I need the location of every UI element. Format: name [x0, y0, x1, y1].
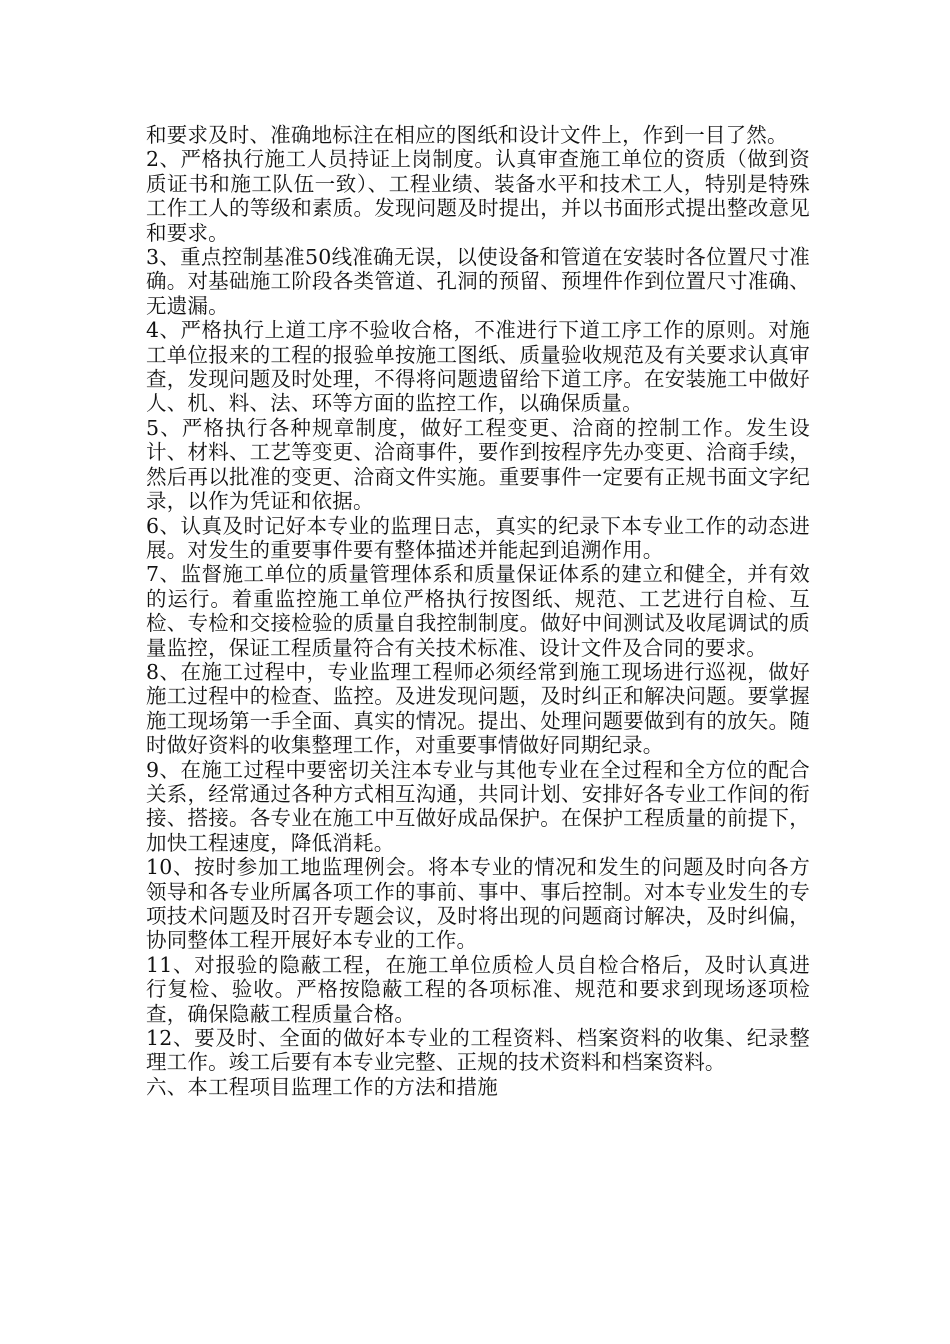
- paragraph-item-3: 3、重点控制基准50线准确无误，以使设备和管道在安装时各位置尺寸准确。对基础施工阶段各类管道、孔洞的预留、预埋件作到位置尺寸准确、无遗漏。: [146, 245, 810, 318]
- paragraph-item-4: 4、严格执行上道工序不验收合格，不准进行下道工序工作的原则。对施工单位报来的工程的报验单按施工图纸、质量验收规范及有关要求认真审查，发现问题及时处理，不得将问题遗留给下道工序。在安装施工中做好人、机、料、法、环等方面的监控工作，以确保质量。: [146, 318, 810, 416]
- paragraph-item-10: 10、按时参加工地监理例会。将本专业的情况和发生的问题及时向各方领导和各专业所属各项工作的事前、事中、事后控制。对本专业发生的专项技术问题及时召开专题会议，及时将出现的问题商讨解决，及时纠偏，协同整体工程开展好本专业的工作。: [146, 855, 810, 953]
- paragraph-item-11: 11、对报验的隐蔽工程，在施工单位质检人员自检合格后，及时认真进行复检、验收。严格按隐蔽工程的各项标准、规范和要求到现场逐项检查，确保隐蔽工程质量合格。: [146, 952, 810, 1026]
- paragraph-item-8: 8、在施工过程中，专业监理工程师必须经常到施工现场进行巡视，做好施工过程中的检查、监控。及进发现问题，及时纠正和解决问题。要掌握施工现场第一手全面、真实的情况。提出、处理问题要做到有的放矢。随时做好资料的收集整理工作，对重要事情做好同期纪录。: [146, 659, 810, 758]
- section-heading: 六、本工程项目监理工作的方法和措施: [146, 1074, 498, 1099]
- paragraph-item-6: 6、认真及时记好本专业的监理日志，真实的纪录下本专业工作的动态进展。对发生的重要事件要有整体描述并能起到追溯作用。: [146, 513, 810, 562]
- paragraph-item-7: 7、监督施工单位的质量管理体系和质量保证体系的建立和健全，并有效的运行。着重监控施工单位严格执行按图纸、规范、工艺进行自检、互检、专检和交接检验的质量自我控制制度。做好中间测试及收尾调试的质量监控，保证工程质量符合有关技术标准、设计文件及合同的要求。: [146, 562, 810, 660]
- paragraph-continuation: 和要求及时、准确地标注在相应的图纸和设计文件上，作到一目了然。: [146, 123, 788, 147]
- paragraph-item-9: 9、在施工过程中要密切关注本专业与其他专业在全过程和全方位的配合关系，经常通过各种方式相互沟通，共同计划、安排好各专业工作间的衔接、搭接。各专业在施工中互做好成品保护。在保护工程质量的前提下，加快工程速度，降低消耗。: [146, 757, 810, 855]
- paragraph-item-2: 2、严格执行施工人员持证上岗制度。认真审查施工单位的资质（做到资质证书和施工队伍一致）、工程业绩、装备水平和技术工人，特别是特殊工作工人的等级和素质。发现问题及时提出，并以书面形式提出整改意见和要求。: [146, 147, 810, 245]
- document-body: [146, 123, 810, 1099]
- paragraph-item-5: 5、严格执行各种规章制度，做好工程变更、洽商的控制工作。发生设计、材料、工艺等变更、洽商事件，要作到按程序先办变更、洽商手续，然后再以批准的变更、洽商文件实施。重要事件一定要有正规书面文字纪录，以作为凭证和依据。: [146, 415, 810, 514]
- paragraph-item-12: 12、要及时、全面的做好本专业的工程资料、档案资料的收集、纪录整理工作。竣工后要有本专业完整、正规的技术资料和档案资料。: [146, 1026, 810, 1075]
